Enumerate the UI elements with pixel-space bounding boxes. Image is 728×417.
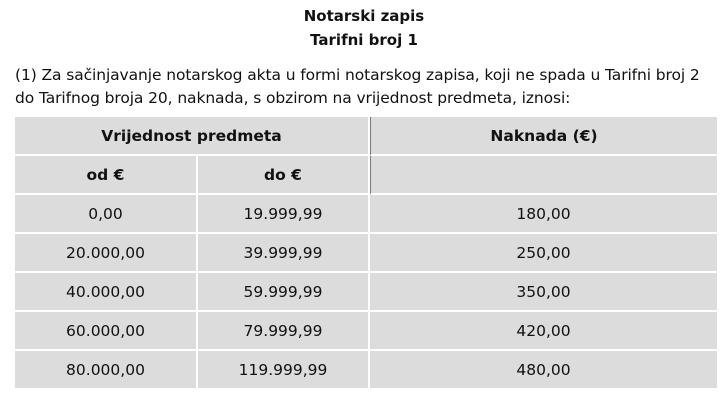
fee-cell: 420,00: [370, 312, 717, 351]
from-cell: 0,00: [15, 195, 198, 234]
to-cell: 79.999,99: [198, 312, 370, 351]
table-row: [15, 195, 717, 234]
value-group-header: Vrijednost predmeta: [15, 117, 370, 156]
fee-cell: 350,00: [370, 273, 717, 312]
table-row: [15, 312, 717, 351]
to-cell: 19.999,99: [198, 195, 370, 234]
table-row: [15, 273, 717, 312]
table-row: [15, 351, 717, 390]
to-cell: 39.999,99: [198, 234, 370, 273]
table-header-row: [15, 117, 717, 156]
fee-cell: 480,00: [370, 351, 717, 390]
from-header: od €: [15, 156, 198, 195]
from-cell: 20.000,00: [15, 234, 198, 273]
from-cell: 80.000,00: [15, 351, 198, 390]
fee-header: Naknada (€): [370, 117, 717, 156]
from-cell: 60.000,00: [15, 312, 198, 351]
to-cell: 59.999,99: [198, 273, 370, 312]
to-cell: 119.999,99: [198, 351, 370, 390]
table-row: [15, 234, 717, 273]
document-subtitle: Tarifni broj 1: [310, 31, 418, 49]
fee-cell: 250,00: [370, 234, 717, 273]
to-header: do €: [198, 156, 370, 195]
tariff-table: [15, 117, 717, 390]
from-cell: 40.000,00: [15, 273, 198, 312]
fee-subheader-empty: [370, 156, 717, 195]
intro-paragraph: (1) Za sačinjavanje notarskog akta u formi notarskog zapisa, koji ne spada u Tarifni broj 2 do Tarifnog broja 20, naknada, s obzirom na vrijednost predmeta, iznosi:: [15, 66, 700, 107]
document-title: Notarski zapis: [303, 7, 425, 25]
fee-cell: 180,00: [370, 195, 717, 234]
table-subheader-row: [15, 156, 717, 195]
